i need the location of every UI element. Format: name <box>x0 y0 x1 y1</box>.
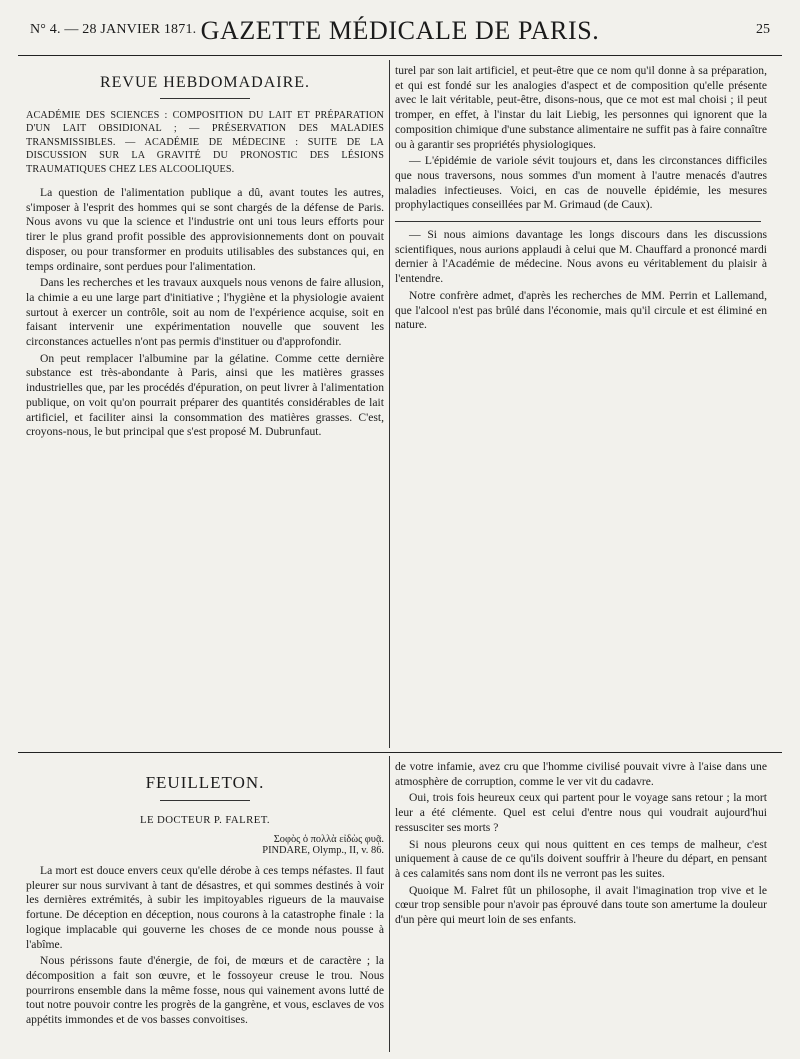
feuilleton-right-paragraph: Quoique M. Falret fût un philosophe, il avait l'imagination trop vive et le cœur trop sensible pour n'avoir pas éprouvé dans toute son amertume la douleur d'un père qui meurt loin de ses enfants. <box>395 883 767 927</box>
feuilleton-right-column <box>395 760 767 928</box>
epigraph-greek: Σοφὸς ὁ πολλὰ εἰδὼς φυᾷ. <box>273 834 384 845</box>
revue-left-paragraph: Dans les recherches et les travaux auxquels nous venons de faire allusion, la chimie a eu une large part d'initiative ; l'hygiène et la physiologie avaient surtout à exercer un contrôle, soit au nom de l'expérience acquise, soit en faisant intervenir une expérimentation nouvelle que souvent les circonstances actuelles n'ont pas permis d'instituer ou d'approfondir. <box>26 276 384 349</box>
feuilleton-left-paragraph: La mort est douce envers ceux qu'elle dérobe à ces temps néfastes. Il faut pleurer sur nous survivant à tant de désastres, et qui sommes destinés à voir les dernières extrémités, à subir les impitoyables rigueurs de la mauvaise fortune. De déception en déception, nous courons à la catastrophe finale : la logique implacable qui gouverne les choses de ce monde nous pousse à l'abîme. <box>26 864 384 951</box>
revue-title-rule <box>160 98 250 99</box>
page-number: 25 <box>756 22 770 37</box>
feuilleton-rule <box>18 752 782 753</box>
newspaper-title: GAZETTE MÉDICALE DE PARIS. <box>200 16 600 45</box>
revue-title: REVUE HEBDOMADAIRE. <box>99 74 311 91</box>
revue-left-paragraph: On peut remplacer l'albumine par la gélatine. Comme cette dernière substance est très-abondante à Paris, ainsi que les matières grasses industrielles que, par les procédés d'épuration, on peut livrer à l'alimentation publique, on voit qu'on pourrait préparer des quantités considérables de lait artificiel, et faciliter ainsi la consommation des matières grasses. C'est, croyons-nous, le but principal que s'est proposé M. Dubrunfaut. <box>26 351 384 439</box>
revue-right-paragraph: Notre confrère admet, d'après les recherches de MM. Perrin et Lallemand, que l'alcool n'est pas brûlé dans l'économie, mais qu'il circule et est éliminé en nature. <box>395 288 767 332</box>
revue-right-column <box>395 64 767 333</box>
revue-left-column <box>26 74 384 440</box>
feuilleton-subtitle: LE DOCTEUR P. FALRET. <box>139 814 271 826</box>
column-divider-bottom <box>389 756 390 1052</box>
feuilleton-right-paragraph: de votre infamie, avez cru que l'homme civilisé pouvait vivre à l'aise dans une atmosphère de corruption, comme le ver vit du cadavre. <box>395 760 767 788</box>
feuilleton-title: FEUILLETON. <box>145 773 265 792</box>
feuilleton-left-paragraph: Nous périssons faute d'énergie, de foi, de mœurs et de caractère ; la décomposition a fait son œuvre, et le fossoyeur creuse le trou. Nous pourrirons ensemble dans la même fosse, nous qui vainement avons lutté de tout notre pouvoir contre les progrès de la gangrène, et vous, esclaves de vos appétits immondes et de vos basses convoitises. <box>26 954 384 1027</box>
feuilleton-left-column <box>26 814 384 1028</box>
revue-right-paragraph: — Si nous aimions davantage les longs discours dans les discussions scientifiques, nous aurions applaudi à celui que M. Chauffard a prononcé mardi dernier à l'Académie de médecine. Nous avons eu véritablement du plaisir à l'entendre. <box>395 228 767 286</box>
epigraph-source: PINDARE, Olymp., II, v. 86. <box>262 845 384 856</box>
column-divider-top <box>389 60 390 748</box>
masthead <box>30 12 770 48</box>
masthead-rule <box>18 55 782 56</box>
revue-right-paragraph: turel par son lait artificiel, et peut-être que ce nom qu'il donne à sa préparation, et qui est fondé sur les analogies d'aspect et de composition qu'elle présente avec le lait véritable, peut-être, disons-nous, que ce mot est mal choisi ; il peut tromper, en effet, à l'instar du lait Liebig, les personnes qui ignorent que la composition chimique d'une substance alimentaire ne suffit pas à faire connaître ou à garantir ses propriétés physiologiques. <box>395 64 767 151</box>
revue-summary: ACADÉMIE DES SCIENCES : COMPOSITION DU LAIT ET PRÉPARATION D'UN LAIT OBSIDIONAL ; — PRÉSERVATION DES MALADIES TRANSMISSIBLES. — ACADÉMIE DE MÉDECINE : SUITE DE LA DISCUSSION SUR LA GRAVITÉ DU PRONOSTIC DES LÉSIONS TRAUMATIQUES CHEZ LES ALCOOLIQUES. <box>26 110 384 175</box>
feuilleton-right-paragraph: Oui, trois fois heureux ceux qui partent pour le voyage sans retour ; la mort leur a été clémente. Quel est celui d'entre nous qui voudrait aujourd'hui ressusciter ses morts ? <box>395 791 767 834</box>
feuilleton-title-rule <box>160 800 250 801</box>
feuilleton-right-paragraph: Si nous pleurons ceux qui nous quittent en ces temps de malheur, c'est uniquement à cause de ce qu'ils doivent souffrir à l'heure du départ, en pensant à ces calamités sans nom dont ils ne verront pas les suites. <box>395 837 767 880</box>
issue-line: N° 4. — 28 JANVIER 1871. <box>30 22 197 37</box>
section-separator <box>395 221 761 222</box>
revue-right-paragraph: — L'épidémie de variole sévit toujours et, dans les circonstances difficiles que nous traversons, nous sommes d'un moment à l'autre menacés d'autres maladies infectieuses. Voici, en cas de nouvelle épidémie, les mesures prophylactiques conseillées par M. Grimaud (de Caux). <box>395 154 767 212</box>
revue-left-paragraph: La question de l'alimentation publique a dû, avant toutes les autres, s'imposer à l'esprit des hommes qui se sont chargés de la défense de Paris. Nous avons vu que la science et l'industrie ont uni tous leurs efforts pour tirer le plus grand profit possible des approvisionnements dont on pouvait disposer, ou pour transformer en produits utilisables des substances qui, en temps ordinaire, sont perdues pour l'alimentation. <box>26 186 384 273</box>
